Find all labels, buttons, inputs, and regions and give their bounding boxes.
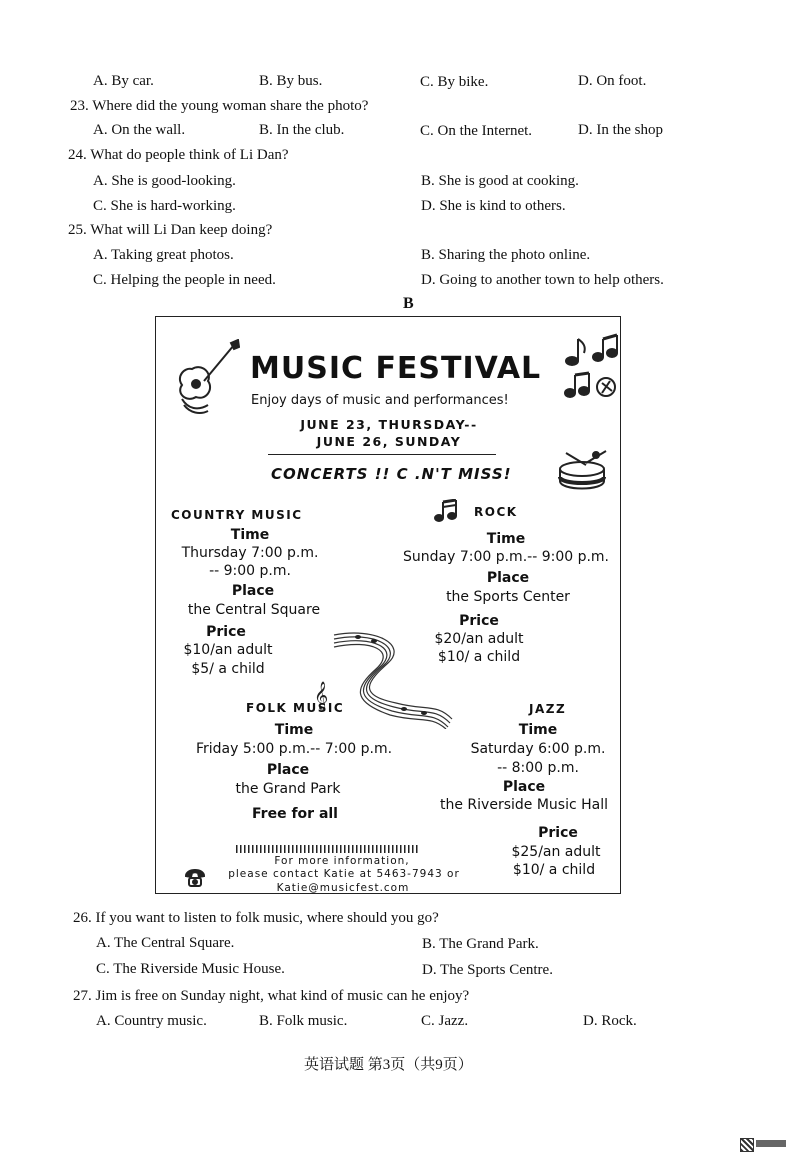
country-place: the Central Square bbox=[187, 602, 321, 618]
q27-option-a: A. Country music. bbox=[96, 1013, 207, 1029]
folk-price: Free for all bbox=[252, 806, 338, 822]
country-place-label: Place bbox=[231, 583, 275, 599]
music-notes-icon bbox=[558, 331, 620, 403]
q27-option-d: D. Rock. bbox=[583, 1013, 637, 1029]
q22-option-b: B. By bus. bbox=[259, 73, 323, 89]
folk-place: the Grand Park bbox=[235, 781, 341, 797]
jazz-price-label: Price bbox=[538, 825, 578, 841]
contact-line-1: For more information, bbox=[274, 855, 410, 867]
watermark-logo-icon bbox=[756, 1140, 786, 1147]
phone-icon bbox=[182, 866, 208, 888]
q24-stem: 24. What do people think of Li Dan? bbox=[68, 147, 289, 163]
q23-option-a: A. On the wall. bbox=[93, 122, 186, 138]
concerts-line: CONCERTS !! C .N'T MISS! bbox=[271, 465, 512, 483]
country-price-adult: $10/an adult bbox=[183, 642, 273, 658]
q24-option-b: B. She is good at cooking. bbox=[421, 173, 579, 189]
country-heading: COUNTRY MUSIC bbox=[171, 508, 303, 522]
q25-option-c: C. Helping the people in need. bbox=[93, 272, 276, 288]
q27-stem: 27. Jim is free on Sunday night, what kind of music can he enjoy? bbox=[73, 988, 470, 1004]
q22-option-d: D. On foot. bbox=[578, 73, 647, 89]
q25-option-a: A. Taking great photos. bbox=[93, 247, 234, 263]
divider bbox=[268, 454, 496, 455]
jazz-time-label: Time bbox=[518, 722, 558, 738]
q22-option-c: C. By bike. bbox=[420, 74, 489, 90]
jazz-price-child: $10/ a child bbox=[512, 862, 596, 878]
folk-time: Friday 5:00 p.m.-- 7:00 p.m. bbox=[195, 741, 393, 757]
rock-price-child: $10/ a child bbox=[437, 649, 521, 665]
contact-line-2: please contact Katie at 5463-7943 or bbox=[228, 868, 460, 880]
rock-heading: ROCK bbox=[474, 505, 518, 519]
decorative-barcode bbox=[236, 845, 418, 853]
rock-place-label: Place bbox=[486, 570, 530, 586]
jazz-place: the Riverside Music Hall bbox=[440, 797, 608, 813]
folk-time-label: Time bbox=[274, 722, 314, 738]
q22-option-a: A. By car. bbox=[93, 73, 154, 89]
q24-option-a: A. She is good-looking. bbox=[93, 173, 236, 189]
folk-place-label: Place bbox=[266, 762, 310, 778]
q23-option-c: C. On the Internet. bbox=[420, 123, 533, 139]
music-festival-poster bbox=[155, 316, 621, 894]
section-label: B bbox=[403, 295, 414, 312]
contact-email: Katie@musicfest.com bbox=[276, 882, 410, 894]
q26-option-b: B. The Grand Park. bbox=[422, 936, 539, 952]
country-time-2: -- 9:00 p.m. bbox=[209, 563, 291, 579]
q27-option-b: B. Folk music. bbox=[259, 1013, 348, 1029]
q24-option-d: D. She is kind to others. bbox=[421, 198, 566, 214]
svg-text:𝄞: 𝄞 bbox=[314, 681, 329, 709]
rock-time: Sunday 7:00 p.m.-- 9:00 p.m. bbox=[402, 549, 610, 565]
q23-stem: 23. Where did the young woman share the photo? bbox=[70, 98, 369, 114]
q26-option-a: A. The Central Square. bbox=[96, 935, 235, 951]
country-time-label: Time bbox=[230, 527, 270, 543]
drum-icon bbox=[556, 449, 612, 493]
page-footer: 英语试题 第3页（共9页） bbox=[304, 1057, 473, 1073]
jazz-place-label: Place bbox=[502, 779, 546, 795]
rock-price-adult: $20/an adult bbox=[434, 631, 524, 647]
q26-option-d: D. The Sports Centre. bbox=[422, 962, 553, 978]
q24-option-c: C. She is hard-working. bbox=[93, 198, 236, 214]
qr-code-icon bbox=[740, 1138, 754, 1152]
q26-option-c: C. The Riverside Music House. bbox=[96, 961, 285, 977]
rock-place: the Sports Center bbox=[446, 589, 570, 605]
q25-stem: 25. What will Li Dan keep doing? bbox=[68, 222, 273, 238]
jazz-time-2: -- 8:00 p.m. bbox=[497, 760, 579, 776]
jazz-heading: JAZZ bbox=[529, 702, 567, 716]
q23-option-b: B. In the club. bbox=[259, 122, 345, 138]
country-time-1: Thursday 7:00 p.m. bbox=[181, 545, 319, 561]
rock-time-label: Time bbox=[486, 531, 526, 547]
q25-option-b: B. Sharing the photo online. bbox=[421, 247, 591, 263]
q27-option-c: C. Jazz. bbox=[421, 1013, 469, 1029]
folk-heading: FOLK MUSIC bbox=[246, 701, 345, 715]
q25-option-d: D. Going to another town to help others. bbox=[421, 272, 664, 288]
date-line-1: JUNE 23, THURSDAY-- bbox=[300, 417, 478, 432]
q26-stem: 26. If you want to listen to folk music, where should you go? bbox=[73, 910, 439, 926]
rock-price-label: Price bbox=[459, 613, 499, 629]
poster-subtitle: Enjoy days of music and performances! bbox=[251, 393, 509, 408]
guitar-icon bbox=[178, 339, 240, 423]
poster-title: MUSIC FESTIVAL bbox=[250, 351, 542, 386]
country-price-label: Price bbox=[206, 624, 246, 640]
music-note-icon bbox=[433, 499, 459, 523]
country-price-child: $5/ a child bbox=[191, 661, 265, 677]
date-line-2: JUNE 26, SUNDAY bbox=[316, 434, 462, 449]
q23-option-d: D. In the shop bbox=[578, 122, 663, 138]
jazz-time-1: Saturday 6:00 p.m. bbox=[470, 741, 606, 757]
jazz-price-adult: $25/an adult bbox=[511, 844, 601, 860]
